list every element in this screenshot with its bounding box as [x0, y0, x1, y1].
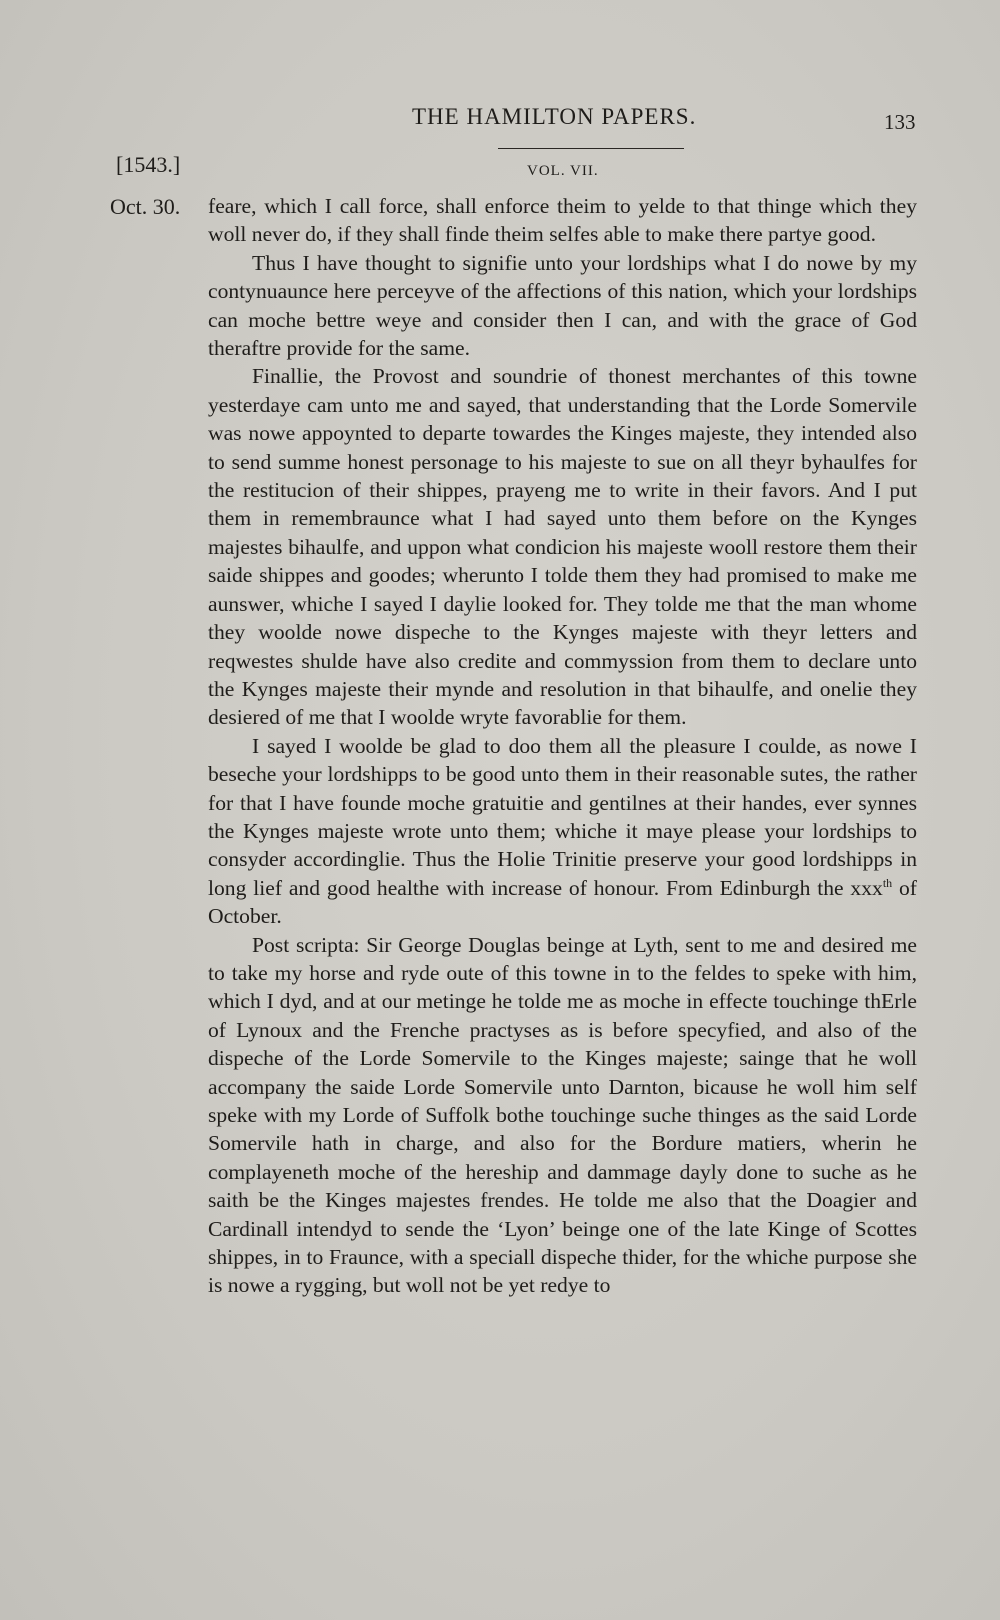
paragraph-1: feare, which I call force, shall enforce theim to yelde to that thinge which they woll never do, if they shall finde theim selfes able to make there partye good.	[208, 194, 917, 247]
paragraph-3: Finallie, the Provost and soundrie of thonest merchantes of this towne yesterdaye cam unto me and sayed, that understanding that the Lorde Somervile was nowe appoynted to departe towardes the Kinges majeste, they intended also to send summe honest personage to his majeste to sue on all theyr byhaulfes for the restitucion of their shippes, prayeng me to write in their favors. And I put them in remembraunce what I had sayed unto them before on the Kynges majestes bihaulfe, and uppon what condicion his majeste wooll restore them their saide shippes and goodes; wherunto I tolde them they had promised to make me aunswer, whiche I sayed I daylie looked for. They tolde me that the man whome they woolde nowe dispeche to the Kynges majeste with theyr letters and reqwestes shulde have also credite and commyssion from them to declare unto the Kynges majeste their mynde and resolution in that bihaulfe, and onelie they desiered of me that I woolde wryte favorablie for them.	[208, 364, 917, 730]
margin-date: Oct. 30.	[110, 194, 181, 219]
header-rule	[498, 148, 684, 149]
paragraph-4	[208, 732, 917, 931]
paragraph-2: Thus I have thought to signifie unto your lordships what I do nowe by my contynuaunce here perceyve of the affections of this nation, which your lordships can moche bettre weye and consider then I can, and with the grace of God theraftre provide for the same.	[208, 250, 917, 361]
volume-label: VOL. VII.	[527, 163, 599, 179]
paragraph-4-text: I sayed I woolde be glad to doo them all the pleasure I coulde, as nowe I beseche your lordshipps to be good unto them in their reasonable sutes, the rather for that I have founde moche gratuitie and gentilnes at their handes, ever synnes the Kynges majeste wrote unto them; whiche it maye please your lordships to consyder accordinglie. Thus the Holie Trinitie preserve your good lordshipps in long lief and good healthe with increase of honour. From Edinburgh the xxx	[208, 733, 917, 900]
letter-body	[208, 192, 917, 1300]
paragraph-4-end: of October.	[208, 875, 918, 929]
ordinal-superscript: th	[882, 875, 893, 890]
year-marker: [1543.]	[116, 152, 181, 177]
page-number: 133	[884, 110, 916, 134]
postscript-paragraph: Post scripta: Sir George Douglas beinge at Lyth, sent to me and desired me to take my horse and ryde oute of this towne in to the feldes to speke with him, which I dyd, and at our metinge he tolde me as moche in effecte touchinge thErle of Lynoux and the Frenche practyses as is before specyfied, and also of the dispeche of the Lorde Somervile to the Kinges majeste; sainge that he woll accompany the saide Lorde Somervile unto Darnton, bicause he woll him self speke with my Lorde of Suffolk bothe touchinge suche thinges as the said Lorde Somervile hath in charge, and also for the Bordure matiers, wherin he complayeneth moche of the hereship and dammage dayly done to suche as he saith be the Kinges majestes frendes. He tolde me also that the Doagier and Cardinall intendyd to sende the ‘Lyon’ beinge one of the late Kinge of Scottes shippes, in to Fraunce, with a speciall dispeche thider, for the whiche purpose she is nowe a rygging, but woll not be yet redye to	[208, 932, 917, 1298]
running-title: THE HAMILTON PAPERS.	[412, 104, 697, 129]
